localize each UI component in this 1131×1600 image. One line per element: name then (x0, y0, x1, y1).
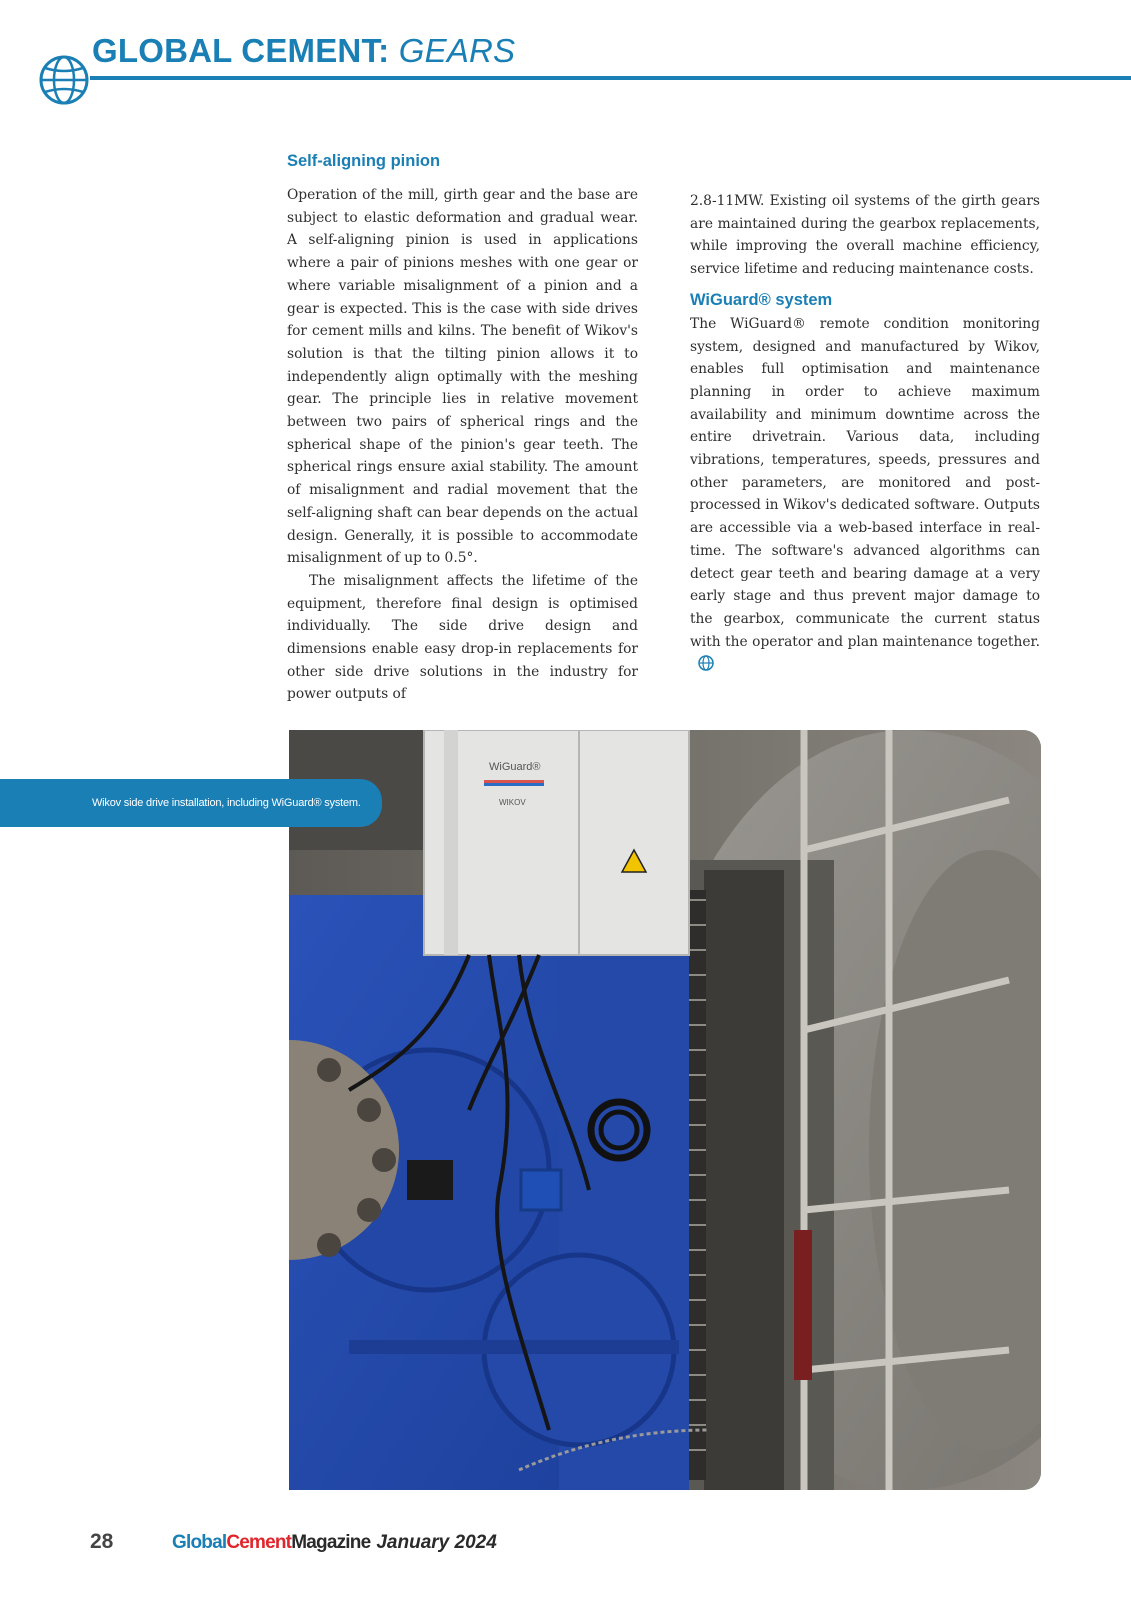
section-title-main: GLOBAL CEMENT: (92, 32, 390, 69)
section-title (92, 32, 515, 70)
article-right-column (690, 190, 1040, 676)
cabinet-brand: WIKOV (499, 798, 526, 807)
section-title-sub: GEARS (398, 32, 516, 69)
globe-icon (38, 54, 90, 106)
heading-wiguard-system: WiGuard® system (690, 290, 833, 309)
paragraph (690, 313, 1040, 676)
figure-caption-tab (0, 779, 382, 827)
issue-date: January 2024 (376, 1532, 497, 1553)
cabinet-label: WiGuard® (489, 761, 541, 773)
heading-self-aligning-pinion: Self-aligning pinion (287, 152, 441, 170)
side-drive-photo (289, 730, 1041, 1490)
paragraph-continuation: 2.8-11MW. Existing oil systems of the girth gears are maintained during the gearbox replacements, while improving the overall machine efficiency, service lifetime and reducing maintenance costs. (690, 193, 1040, 278)
globe-end-mark-icon (698, 655, 714, 671)
page-header (38, 30, 1131, 110)
brand-cement: Cement (226, 1532, 292, 1553)
footer-brand (172, 1532, 497, 1554)
brand-global: Global (172, 1532, 227, 1553)
header-rule (90, 76, 1131, 80)
article-left-column (287, 150, 638, 706)
paragraph: The misalignment affects the lifetime of the equipment, therefore final design is optimised individually. The side drive design and dimensions enable easy drop-in replacements for other side drive solutions in the industry for power outputs of (287, 572, 638, 703)
paragraph-text: The WiGuard® remote condition monitoring system, designed and manufactured by Wikov, enables full optimisation and maintenance planning in order to achieve maximum availability and minimum downtime across the entire drivetrain. Various data, including vibrations, temperatures, speeds, pressures and other parameters, are monitored and post-processed in Wikov's dedicated software. Outputs are accessible via a web-based interface in real-time. The software's advanced algorithms can detect gear teeth and bearing damage at a very early stage and thus prevent major damage to the gearbox, communicate the current status with the operator and plan maintenance together. (690, 315, 1040, 650)
figure-caption: Wikov side drive installation, including WiGuard® system. (92, 797, 361, 809)
brand-magazine: Magazine (291, 1532, 371, 1553)
paragraph: Operation of the mill, girth gear and the base are subject to elastic deformation and gradual wear. A self-aligning pinion is used in applications where a pair of pinions meshes with one gear or where variable misalignment of a pinion and a gear is expected. This is the case with side drives for cement mills and kilns. The benefit of Wikov's solution is that the tilting pinion allows it to independently align optimally with the meshing gear. The principle lies in relative movement between two pairs of spherical rings and the spherical shape of the pinion's gear teeth. The spherical rings ensure axial stability. The amount of misalignment and radial movement that the self-aligning shaft can bear depends on the actual design. Generally, it is possible to accommodate misalignment of up to 0.5°. (287, 187, 638, 567)
page-number: 28 (90, 1530, 114, 1553)
